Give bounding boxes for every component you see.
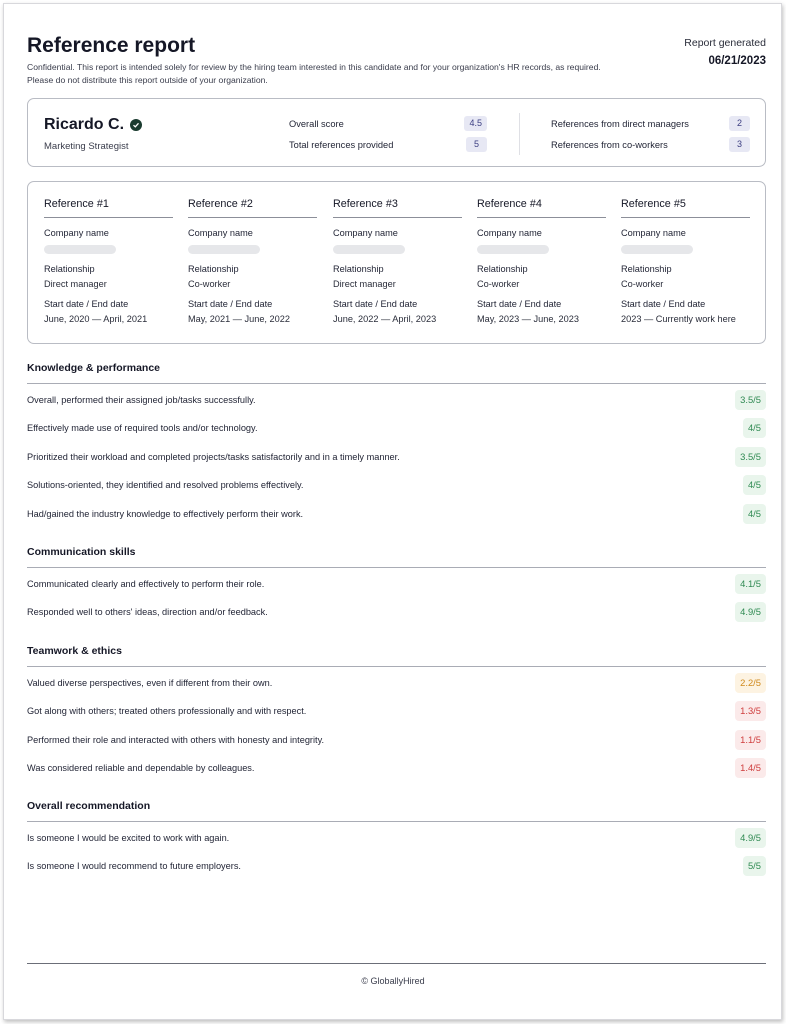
- relationship-label: Relationship: [188, 264, 239, 274]
- references-card: [27, 181, 766, 344]
- total-references-badge: 5: [466, 137, 487, 152]
- dates-value: 2023 — Currently work here: [621, 314, 736, 324]
- relationship-value: Co-worker: [188, 279, 231, 289]
- total-references-label: Total references provided: [289, 139, 394, 150]
- question-row: [27, 502, 766, 526]
- reference-column: [188, 198, 317, 324]
- report-generated-label: Report generated: [684, 37, 766, 49]
- question-text: Is someone I would be excited to work with again.: [27, 833, 230, 843]
- dates-label: Start date / End date: [621, 299, 706, 309]
- relationship-value: Co-worker: [621, 279, 664, 289]
- relationship-label: Relationship: [621, 264, 672, 274]
- verified-check-icon: [130, 119, 142, 131]
- section-title: Overall recommendation: [27, 800, 151, 812]
- question-text: Was considered reliable and dependable by colleagues.: [27, 763, 255, 773]
- overall-score-label: Overall score: [289, 118, 344, 129]
- company-label: Company name: [333, 228, 398, 238]
- dates-label: Start date / End date: [44, 299, 129, 309]
- reference-column: [621, 198, 750, 324]
- score-badge: 4.1/5: [735, 574, 766, 594]
- question-row: [27, 388, 766, 412]
- score-badge: 1.4/5: [735, 758, 766, 778]
- footer-divider: [27, 963, 766, 964]
- company-name-redacted: [44, 245, 116, 254]
- score-badge: 3.5/5: [735, 390, 766, 410]
- question-text: Had/gained the industry knowledge to effectively perform their work.: [27, 509, 304, 519]
- company-label: Company name: [621, 228, 686, 238]
- question-row: [27, 826, 766, 850]
- dates-value: May, 2023 — June, 2023: [477, 314, 579, 324]
- company-label: Company name: [477, 228, 542, 238]
- question-text: Prioritized their workload and completed projects/tasks satisfactorily and in a timely manner.: [27, 452, 400, 462]
- question-text: Got along with others; treated others professionally and with respect.: [27, 706, 307, 716]
- section-title: Knowledge & performance: [27, 362, 161, 374]
- question-row: [27, 699, 766, 723]
- question-text: Responded well to others' ideas, direction and/or feedback.: [27, 607, 268, 617]
- dates-label: Start date / End date: [188, 299, 273, 309]
- company-name-redacted: [621, 245, 693, 254]
- question-row: [27, 854, 766, 878]
- candidate-role: Marketing Strategist: [44, 141, 129, 152]
- report-generated-date: 06/21/2023: [708, 55, 766, 67]
- question-row: [27, 728, 766, 752]
- candidate-summary-card: [27, 98, 766, 167]
- question-row: [27, 473, 766, 497]
- overall-score-badge: 4.5: [464, 116, 487, 131]
- question-row: [27, 445, 766, 469]
- reference-title: Reference #5: [621, 198, 750, 218]
- manager-references-badge: 2: [729, 116, 750, 131]
- relationship-value: Co-worker: [477, 279, 520, 289]
- score-badge: 4/5: [743, 504, 766, 524]
- dates-label: Start date / End date: [477, 299, 562, 309]
- company-name-redacted: [333, 245, 405, 254]
- question-text: Solutions-oriented, they identified and resolved problems effectively.: [27, 480, 304, 490]
- score-badge: 4.9/5: [735, 828, 766, 848]
- relationship-label: Relationship: [477, 264, 528, 274]
- reference-column: [333, 198, 462, 324]
- reference-title: Reference #4: [477, 198, 606, 218]
- question-text: Communicated clearly and effectively to perform their role.: [27, 579, 265, 589]
- candidate-name: Ricardo C.: [44, 116, 125, 133]
- company-label: Company name: [188, 228, 253, 238]
- question-row: [27, 756, 766, 780]
- footer-copyright: © GloballyHired: [361, 976, 425, 986]
- page-title: Reference report: [27, 34, 196, 57]
- section-divider: [27, 567, 766, 568]
- relationship-label: Relationship: [44, 264, 95, 274]
- score-badge: 4/5: [743, 418, 766, 438]
- question-row: [27, 572, 766, 596]
- score-badge: 1.1/5: [735, 730, 766, 750]
- relationship-value: Direct manager: [44, 279, 107, 289]
- relationship-value: Direct manager: [333, 279, 396, 289]
- coworker-references-row: [551, 137, 750, 152]
- section-divider: [27, 821, 766, 822]
- score-badge: 2.2/5: [735, 673, 766, 693]
- dates-value: June, 2020 — April, 2021: [44, 314, 148, 324]
- section-divider: [27, 383, 766, 384]
- reference-column: [477, 198, 606, 324]
- reference-title: Reference #2: [188, 198, 317, 218]
- section-title: Teamwork & ethics: [27, 645, 122, 657]
- summary-divider: [519, 113, 520, 155]
- manager-references-label: References from direct managers: [551, 118, 689, 129]
- question-text: Overall, performed their assigned job/tasks successfully.: [27, 395, 256, 405]
- manager-references-row: [551, 116, 750, 131]
- dates-label: Start date / End date: [333, 299, 418, 309]
- question-row: [27, 600, 766, 624]
- coworker-references-label: References from co-workers: [551, 139, 668, 150]
- total-references-row: [289, 137, 487, 152]
- relationship-label: Relationship: [333, 264, 384, 274]
- overall-score-row: [289, 116, 487, 131]
- coworker-references-badge: 3: [729, 137, 750, 152]
- reference-column: [44, 198, 173, 324]
- section-title: Communication skills: [27, 546, 136, 558]
- score-badge: 5/5: [743, 856, 766, 876]
- score-badge: 4/5: [743, 475, 766, 495]
- score-badge: 3.5/5: [735, 447, 766, 467]
- company-name-redacted: [477, 245, 549, 254]
- reference-title: Reference #1: [44, 198, 173, 218]
- question-row: [27, 416, 766, 440]
- company-name-redacted: [188, 245, 260, 254]
- question-row: [27, 671, 766, 695]
- score-badge: 4.9/5: [735, 602, 766, 622]
- question-text: Is someone I would recommend to future employers.: [27, 861, 241, 871]
- reference-title: Reference #3: [333, 198, 462, 218]
- question-text: Performed their role and interacted with others with honesty and integrity.: [27, 735, 325, 745]
- score-badge: 1.3/5: [735, 701, 766, 721]
- dates-value: June, 2022 — April, 2023: [333, 314, 437, 324]
- question-text: Valued diverse perspectives, even if different from their own.: [27, 678, 273, 688]
- company-label: Company name: [44, 228, 109, 238]
- dates-value: May, 2021 — June, 2022: [188, 314, 290, 324]
- question-text: Effectively made use of required tools and/or technology.: [27, 423, 258, 433]
- candidate-name-row: [44, 116, 142, 134]
- confidential-notice: Confidential. This report is intended solely for review by the hiring team interested in this candidate and for your organization's HR records, as required. Please do not distribute this report outside of your organization.: [27, 62, 601, 85]
- section-divider: [27, 666, 766, 667]
